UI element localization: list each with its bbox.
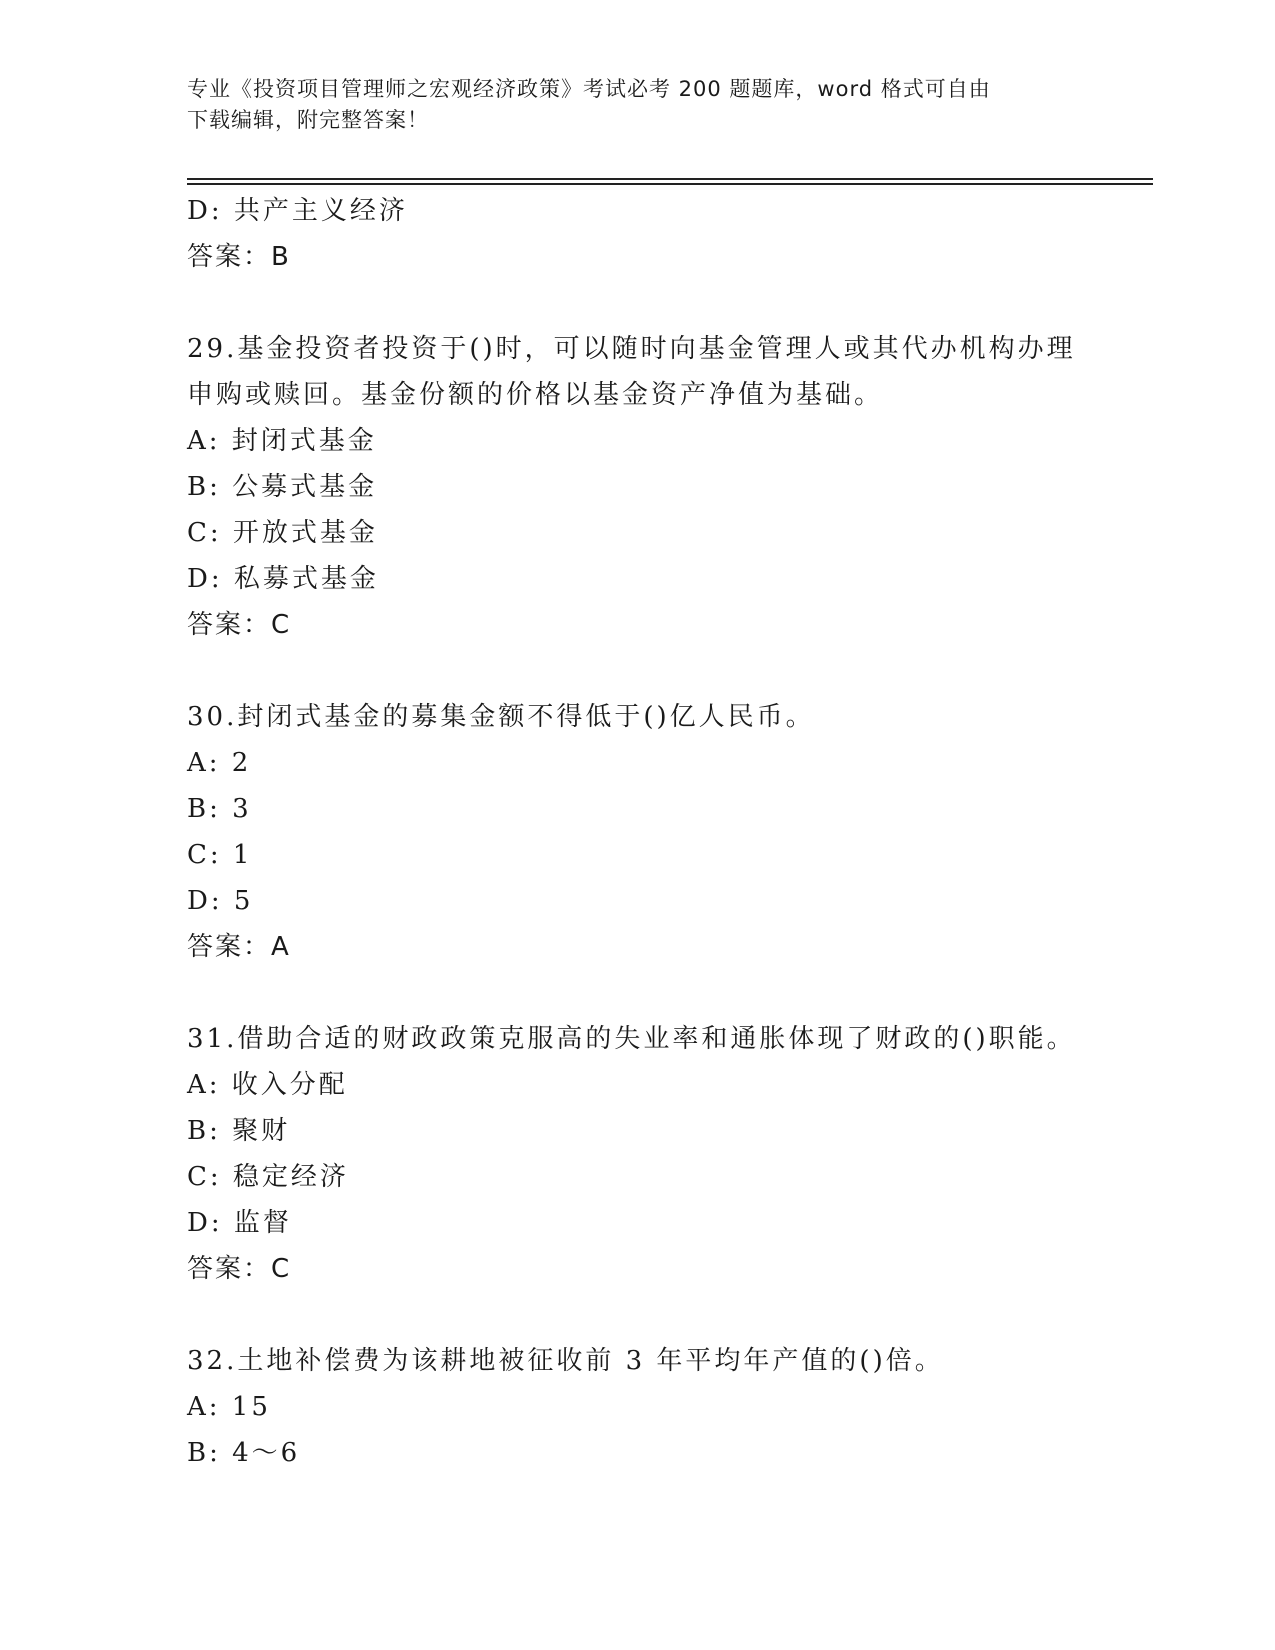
- option-b: B: 聚财: [187, 1116, 291, 1146]
- option-a: A: 15: [187, 1392, 271, 1422]
- option-b: B: 公募式基金: [187, 472, 378, 502]
- option-d: D: 私募式基金: [187, 564, 379, 594]
- header-divider-top: [187, 178, 1153, 180]
- question-30-text: 30.封闭式基金的募集金额不得低于()亿人民币。: [187, 702, 815, 732]
- header-divider-bottom: [187, 183, 1153, 185]
- option-c: C: 1: [187, 840, 253, 870]
- option-c: C: 开放式基金: [187, 518, 378, 548]
- header-line-2: 下载编辑，附完整答案！: [187, 108, 429, 132]
- spacer: [187, 1292, 1087, 1338]
- option-b: B: 4～6: [187, 1438, 301, 1468]
- option-d: D: 监督: [187, 1208, 292, 1238]
- question-31-text: 31.借助合适的财政政策克服高的失业率和通胀体现了财政的()职能。: [187, 1024, 1076, 1054]
- option-d: D: 5: [187, 886, 254, 916]
- spacer: [187, 648, 1087, 694]
- answer-line: 答案：C: [187, 610, 292, 640]
- spacer: [187, 970, 1087, 1016]
- answer-line: 答案：B: [187, 242, 291, 272]
- header-line-1: 专业《投资项目管理师之宏观经济政策》考试必考 200 题题库，word 格式可自由: [187, 77, 991, 101]
- option-a: A: 收入分配: [187, 1070, 348, 1100]
- question-32-text: 32.土地补偿费为该耕地被征收前 3 年平均年产值的()倍。: [187, 1346, 944, 1376]
- spacer: [187, 280, 1087, 326]
- option-d: D: 共产主义经济: [187, 196, 408, 226]
- option-c: C: 稳定经济: [187, 1162, 349, 1192]
- option-b: B: 3: [187, 794, 252, 824]
- question-29-text-1: 29.基金投资者投资于()时，可以随时向基金管理人或其代办机构办理: [187, 334, 1076, 364]
- option-a: A: 封闭式基金: [187, 426, 377, 456]
- question-list: [187, 188, 1087, 1476]
- answer-line: 答案：A: [187, 932, 291, 962]
- document-header: [187, 74, 1067, 136]
- question-29-text-2: 申购或赎回。基金份额的价格以基金资产净值为基础。: [187, 380, 884, 410]
- option-a: A: 2: [187, 748, 252, 778]
- answer-line: 答案：C: [187, 1254, 292, 1284]
